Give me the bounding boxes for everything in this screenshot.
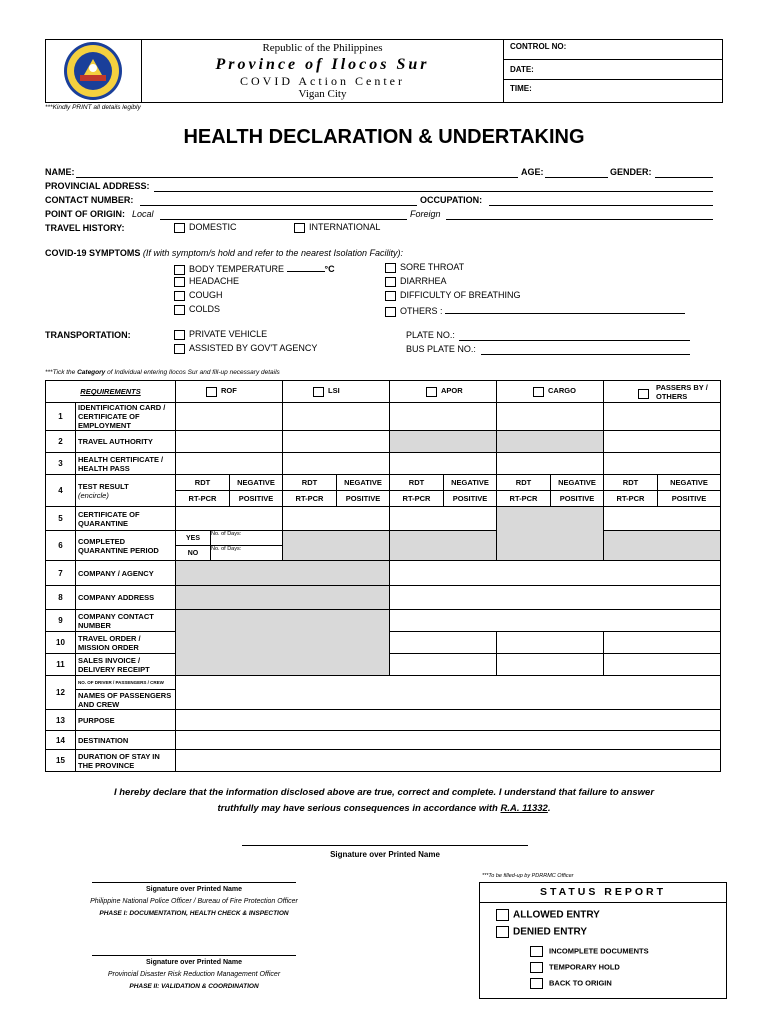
lsi-checkbox[interactable] xyxy=(313,387,324,397)
center-text: COVID Action Center xyxy=(240,74,405,88)
declaration-line-1: I hereby declare that the information disclosed above are true, correct and complete. I understand that failure to answer xyxy=(113,787,655,798)
apor-text: APOR xyxy=(441,386,463,396)
cell[interactable] xyxy=(176,676,721,710)
pdrrmo-signature-line[interactable] xyxy=(92,955,296,956)
row-label: CERTIFICATE OF QUARANTINE xyxy=(76,507,176,531)
denied-entry-text: DENIED ENTRY xyxy=(513,926,588,938)
foreign-label: Foreign xyxy=(410,209,441,219)
cell-disabled xyxy=(283,531,390,561)
symptom-cough[interactable] xyxy=(174,290,223,301)
tick-note-bold: Category xyxy=(77,369,106,376)
assisted-text: ASSISTED BY GOV'T AGENCY xyxy=(189,343,318,353)
body-temp-input[interactable] xyxy=(287,262,325,272)
requirements-header xyxy=(46,381,176,403)
pnp-signature-label: Signature over Printed Name xyxy=(145,886,243,893)
row-label: DURATION OF STAY IN THE PROVINCE xyxy=(76,750,176,772)
cell[interactable] xyxy=(390,586,721,610)
yes-days-input[interactable]: No. of Days: xyxy=(211,531,283,546)
row-label xyxy=(76,475,176,507)
cell[interactable] xyxy=(176,403,283,431)
status-note: ***To be filled-up by PDRRMC Officer xyxy=(482,873,574,879)
table-row xyxy=(46,561,721,586)
row-label: COMPANY ADDRESS xyxy=(76,586,176,610)
quarantine-yes-no xyxy=(176,531,283,561)
origin-label: POINT OF ORIGIN: xyxy=(45,209,125,219)
back-to-origin-checkbox[interactable] xyxy=(530,978,543,989)
rdt-option[interactable]: RDT xyxy=(497,475,551,491)
cell[interactable] xyxy=(176,453,283,475)
assisted-option[interactable] xyxy=(174,343,317,354)
negative-option[interactable]: NEGATIVE xyxy=(337,475,390,491)
table-row xyxy=(46,431,721,453)
travel-history-label: TRAVEL HISTORY: xyxy=(45,223,125,233)
yes-no-subtable xyxy=(176,531,282,560)
name-input[interactable] xyxy=(76,168,518,178)
seal-cell xyxy=(46,40,142,102)
no-option[interactable]: NO xyxy=(176,546,211,561)
denied-entry-option[interactable] xyxy=(496,926,587,938)
symptom-sore-throat[interactable] xyxy=(385,262,464,273)
incomplete-text: INCOMPLETE DOCUMENTS xyxy=(549,946,649,956)
category-rof[interactable] xyxy=(176,381,283,403)
rdt-option[interactable]: RDT xyxy=(390,475,444,491)
diarrhea-checkbox[interactable] xyxy=(385,277,396,287)
cell-disabled xyxy=(176,586,390,610)
domestic-checkbox[interactable] xyxy=(174,223,185,233)
negative-option[interactable]: NEGATIVE xyxy=(658,475,721,491)
province-text: Province of Ilocos Sur xyxy=(215,56,430,73)
diarrhea-text: DIARRHEA xyxy=(400,276,447,286)
address-input[interactable] xyxy=(154,182,713,192)
cell[interactable] xyxy=(604,403,721,431)
passers-text: PASSERS BY / OTHERS xyxy=(656,382,708,401)
row-label: COMPANY CONTACT NUMBER xyxy=(76,610,176,632)
negative-option[interactable]: NEGATIVE xyxy=(230,475,283,491)
row-number: 15 xyxy=(46,750,76,772)
ra-link: R.A. 11332 xyxy=(500,803,548,814)
table-row xyxy=(46,453,721,475)
cell[interactable] xyxy=(283,431,390,453)
temporary-hold-text: TEMPORARY HOLD xyxy=(549,962,620,972)
row-number: 5 xyxy=(46,507,76,531)
row-number: 14 xyxy=(46,731,76,750)
rtpcr-option[interactable]: RT-PCR xyxy=(497,491,551,507)
row-label: HEALTH CERTIFICATE / HEALTH PASS xyxy=(76,453,176,475)
row-label: PURPOSE xyxy=(76,710,176,731)
negative-option[interactable]: NEGATIVE xyxy=(551,475,604,491)
row-number: 1 xyxy=(46,403,76,431)
positive-option[interactable]: POSITIVE xyxy=(337,491,390,507)
allowed-entry-text: ALLOWED ENTRY xyxy=(513,909,600,921)
domestic-option[interactable] xyxy=(174,222,237,233)
name-label: NAME: xyxy=(45,167,75,177)
denied-entry-checkbox[interactable] xyxy=(496,926,509,938)
phase2-label: PHASE II: VALIDATION & COORDINATION xyxy=(129,983,259,990)
positive-option[interactable]: POSITIVE xyxy=(658,491,721,507)
allowed-entry-checkbox[interactable] xyxy=(496,909,509,921)
age-label: AGE: xyxy=(521,167,544,177)
row-number: 13 xyxy=(46,710,76,731)
row-label: DESTINATION xyxy=(76,731,176,750)
control-cell xyxy=(503,40,723,102)
cell[interactable] xyxy=(283,453,390,475)
cough-text: COUGH xyxy=(189,290,223,300)
others-text: OTHERS : xyxy=(400,306,443,316)
category-apor[interactable] xyxy=(390,381,497,403)
cell-disabled xyxy=(390,531,497,561)
headache-text: HEADACHE xyxy=(189,276,240,286)
requirements-header-text: REQUIREMENTS xyxy=(80,387,141,396)
header-box xyxy=(45,39,723,103)
row-number: 11 xyxy=(46,654,76,676)
rdt-option[interactable]: RDT xyxy=(283,475,337,491)
symptoms-note: (If with symptom/s hold and refer to the nearest Isolation Facility): xyxy=(142,248,403,258)
cell[interactable] xyxy=(604,453,721,475)
foreign-input[interactable] xyxy=(446,210,713,220)
symptoms-heading xyxy=(45,248,403,258)
occupation-input[interactable] xyxy=(489,196,713,206)
tick-note-prefix: ***Tick the xyxy=(45,369,78,376)
cell[interactable] xyxy=(497,654,604,676)
cough-checkbox[interactable] xyxy=(174,291,185,301)
row-number: 10 xyxy=(46,632,76,654)
row-label: IDENTIFICATION CARD / CERTIFICATE OF EMPLOYMENT xyxy=(76,403,176,431)
row-number: 12 xyxy=(46,676,76,710)
contact-input[interactable] xyxy=(140,196,417,206)
cell-disabled xyxy=(390,431,497,453)
cell[interactable] xyxy=(176,731,721,750)
row-label: TRAVEL AUTHORITY xyxy=(76,431,176,453)
row-label: NO. OF DRIVER / PASSENGERS / CREW xyxy=(76,676,176,690)
age-input[interactable] xyxy=(545,168,608,178)
sore-throat-checkbox[interactable] xyxy=(385,263,396,273)
table-row xyxy=(46,731,721,750)
yes-option[interactable]: YES xyxy=(176,531,211,546)
bus-plate-input[interactable] xyxy=(481,345,690,355)
row-number: 4 xyxy=(46,475,76,507)
cell[interactable] xyxy=(176,750,721,772)
rdt-option[interactable]: RDT xyxy=(176,475,230,491)
local-input[interactable] xyxy=(160,210,407,220)
cell[interactable] xyxy=(604,431,721,453)
lsi-text: LSI xyxy=(328,386,340,396)
plate-label: PLATE NO.: xyxy=(406,330,455,340)
table-row xyxy=(46,475,721,491)
body-temp-checkbox[interactable] xyxy=(174,265,185,275)
print-note: ***Kindly PRINT all details legibly xyxy=(45,104,141,111)
pnp-signature-line[interactable] xyxy=(92,882,296,883)
date-field[interactable]: DATE: xyxy=(504,60,723,80)
colds-checkbox[interactable] xyxy=(174,305,185,315)
others-checkbox[interactable] xyxy=(385,307,396,317)
private-vehicle-text: PRIVATE VEHICLE xyxy=(189,329,268,339)
cell-disabled xyxy=(176,610,390,676)
status-title: STATUS REPORT xyxy=(480,883,726,903)
positive-option[interactable]: POSITIVE xyxy=(551,491,604,507)
page-title: HEALTH DECLARATION & UNDERTAKING xyxy=(183,126,585,148)
sore-throat-text: SORE THROAT xyxy=(400,262,465,272)
contact-label: CONTACT NUMBER: xyxy=(45,195,134,205)
pdrrmo-officer: Provincial Disaster Risk Reduction Management Officer xyxy=(107,971,281,978)
private-vehicle-checkbox[interactable] xyxy=(174,330,185,340)
row-label: SALES INVOICE / DELIVERY RECEIPT xyxy=(76,654,176,676)
passers-checkbox[interactable] xyxy=(638,389,649,399)
cell[interactable] xyxy=(497,453,604,475)
cargo-text: CARGO xyxy=(548,386,576,396)
cargo-checkbox[interactable] xyxy=(533,387,544,397)
international-checkbox[interactable] xyxy=(294,223,305,233)
category-passers[interactable] xyxy=(604,381,721,403)
category-cargo[interactable] xyxy=(497,381,604,403)
rdt-option[interactable]: RDT xyxy=(604,475,658,491)
symptom-breathing[interactable] xyxy=(385,290,521,301)
cell[interactable] xyxy=(604,632,721,654)
headache-checkbox[interactable] xyxy=(174,277,185,287)
temporary-hold-checkbox[interactable] xyxy=(530,962,543,973)
rof-text: ROF xyxy=(221,386,237,396)
rtpcr-option[interactable]: RT-PCR xyxy=(604,491,658,507)
table-row xyxy=(46,676,721,690)
cell[interactable] xyxy=(176,431,283,453)
category-lsi[interactable] xyxy=(283,381,390,403)
row-number: 2 xyxy=(46,431,76,453)
positive-option[interactable]: POSITIVE xyxy=(230,491,283,507)
cell[interactable] xyxy=(283,507,390,531)
row-number: 3 xyxy=(46,453,76,475)
cell[interactable] xyxy=(390,654,497,676)
symptom-body-temp[interactable] xyxy=(174,262,335,275)
cell[interactable] xyxy=(176,507,283,531)
colds-text: COLDS xyxy=(189,304,221,314)
rtpcr-option[interactable]: RT-PCR xyxy=(176,491,230,507)
symptom-headache[interactable] xyxy=(174,276,239,287)
rtpcr-option[interactable]: RT-PCR xyxy=(390,491,444,507)
others-input[interactable] xyxy=(445,304,685,314)
republic-text: Republic of the Philippines xyxy=(262,42,383,54)
declarant-signature-line[interactable] xyxy=(242,845,528,846)
cell[interactable] xyxy=(390,403,497,431)
breathing-text: DIFFICULTY OF BREATHING xyxy=(400,290,521,300)
incomplete-option[interactable] xyxy=(530,946,649,957)
transport-label: TRANSPORTATION: xyxy=(45,330,131,340)
time-field[interactable]: TIME: xyxy=(510,84,532,93)
rtpcr-option[interactable]: RT-PCR xyxy=(283,491,337,507)
phase1-label: PHASE I: DOCUMENTATION, HEALTH CHECK & INSPECTION xyxy=(99,910,289,917)
incomplete-checkbox[interactable] xyxy=(530,946,543,957)
official-seal-icon xyxy=(63,41,123,101)
declaration-line-2 xyxy=(0,803,768,814)
symptom-diarrhea[interactable] xyxy=(385,276,447,287)
cell[interactable] xyxy=(390,453,497,475)
table-row xyxy=(46,403,721,431)
international-text: INTERNATIONAL xyxy=(309,222,381,232)
tick-note-suffix: of Individual entering Ilocos Sur and fill-up necessary details xyxy=(105,369,280,376)
declaration-text: truthfully may have serious consequences in accordance with xyxy=(217,803,501,814)
cell[interactable] xyxy=(390,561,721,586)
domestic-text: DOMESTIC xyxy=(189,222,237,232)
cell[interactable] xyxy=(604,507,721,531)
gender-input[interactable] xyxy=(655,168,713,178)
row-number: 9 xyxy=(46,610,76,632)
temporary-hold-option[interactable] xyxy=(530,962,620,973)
cell-disabled xyxy=(497,507,604,561)
symptoms-title: COVID-19 SYMPTOMS xyxy=(45,248,141,258)
row-label: NAMES OF PASSENGERS AND CREW xyxy=(76,690,176,710)
body-temp-text: BODY TEMPERATURE xyxy=(189,264,285,274)
table-row xyxy=(46,507,721,531)
requirements-table xyxy=(45,380,721,772)
positive-option[interactable]: POSITIVE xyxy=(444,491,497,507)
declarant-signature-label: Signature over Printed Name xyxy=(330,850,440,859)
gender-label: GENDER: xyxy=(610,167,652,177)
row-label: COMPLETED QUARANTINE PERIOD xyxy=(76,531,176,561)
row-number: 7 xyxy=(46,561,76,586)
rof-checkbox[interactable] xyxy=(206,387,217,397)
row-label: TRAVEL ORDER / MISSION ORDER xyxy=(76,632,176,654)
cell[interactable] xyxy=(176,710,721,731)
deg-text: °C xyxy=(324,264,335,274)
apor-checkbox[interactable] xyxy=(426,387,437,397)
cell-disabled xyxy=(497,431,604,453)
status-report-box xyxy=(479,882,727,999)
back-to-origin-option[interactable] xyxy=(530,978,612,989)
cell[interactable] xyxy=(283,403,390,431)
table-header-row xyxy=(46,381,721,403)
cell[interactable] xyxy=(497,632,604,654)
international-option[interactable] xyxy=(294,222,380,233)
bus-plate-label: BUS PLATE NO.: xyxy=(406,344,476,354)
encircle-note: (encircle) xyxy=(78,490,109,500)
pnp-officer: Philippine National Police Officer / Bureau of Fire Protection Officer xyxy=(90,898,298,905)
private-vehicle-option[interactable] xyxy=(174,329,267,340)
tick-note xyxy=(45,369,280,376)
cell-disabled xyxy=(604,531,721,561)
local-label: Local xyxy=(132,209,154,219)
table-row xyxy=(46,610,721,632)
control-no-field[interactable]: CONTROL NO: xyxy=(504,40,723,60)
allowed-entry-option[interactable] xyxy=(496,909,600,921)
cell[interactable] xyxy=(390,610,721,632)
address-label: PROVINCIAL ADDRESS: xyxy=(45,181,150,191)
plate-input[interactable] xyxy=(459,331,690,341)
table-row xyxy=(46,531,721,561)
test-result-label: TEST RESULT xyxy=(78,481,129,491)
symptom-others[interactable] xyxy=(385,304,685,317)
assisted-checkbox[interactable] xyxy=(174,344,185,354)
no-days-input[interactable]: No. of Days: xyxy=(211,546,242,552)
table-row xyxy=(46,710,721,731)
row-label: COMPANY / AGENCY xyxy=(76,561,176,586)
table-row xyxy=(46,586,721,610)
cell[interactable] xyxy=(604,654,721,676)
breathing-checkbox[interactable] xyxy=(385,291,396,301)
row-number: 8 xyxy=(46,586,76,610)
cell-disabled xyxy=(176,561,390,586)
cell[interactable] xyxy=(497,403,604,431)
cell[interactable] xyxy=(390,507,497,531)
city-text: Vigan City xyxy=(298,88,347,100)
row-number: 6 xyxy=(46,531,76,561)
occupation-label: OCCUPATION: xyxy=(420,195,483,205)
symptom-colds[interactable] xyxy=(174,304,220,315)
table-row xyxy=(46,750,721,772)
negative-option[interactable]: NEGATIVE xyxy=(444,475,497,491)
pdrrmo-signature-label: Signature over Printed Name xyxy=(145,959,243,966)
back-to-origin-text: BACK TO ORIGIN xyxy=(549,978,612,988)
cell[interactable] xyxy=(390,632,497,654)
declaration-period: . xyxy=(547,803,551,814)
